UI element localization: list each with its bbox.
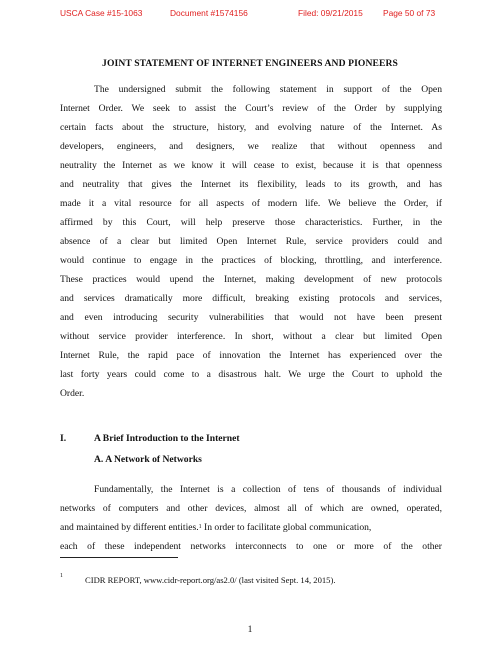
footnote-reference[interactable]: 1 xyxy=(198,524,202,530)
paragraph-line: The undersigned submit the following statement in support of the Open xyxy=(94,84,442,95)
line-text: and maintained by different entities. xyxy=(60,522,199,533)
footnote-number: 1 xyxy=(60,573,63,579)
paragraph-line: Fundamentally, the Internet is a collection of tens of thousands of individual xyxy=(94,484,442,495)
subsection-heading: A. A Network of Networks xyxy=(94,454,202,465)
section-heading: A Brief Introduction to the Internet xyxy=(94,433,240,444)
line-text: In order to facilitate global communication, xyxy=(201,522,372,533)
section-number: I. xyxy=(60,433,67,444)
footnote xyxy=(60,575,336,585)
paragraph-line: networks of computers and other devices, almost all of which are owned, operated, xyxy=(60,503,442,514)
paragraph-line: would continue to engage in the practices of blocking, throttling, and interference. xyxy=(60,255,442,266)
paragraph-line: Order. xyxy=(60,388,85,399)
filed-date: Filed: 09/21/2015 xyxy=(298,8,363,18)
page-count: Page 50 of 73 xyxy=(383,8,436,18)
paragraph-line: Internet Rule, the rapid pace of innovation the Internet has experienced over the xyxy=(60,350,442,361)
paragraph-line: These practices would upend the Internet, making development of new protocols xyxy=(60,274,442,285)
paragraph-line: and services dramatically more difficult, breaking existing protocols and services, xyxy=(60,293,442,304)
document-number: Document #1574156 xyxy=(170,8,248,18)
footnote-text: CIDR REPORT, www.cidr-report.org/as2.0/ (last visited Sept. 14, 2015). xyxy=(85,575,336,585)
paragraph-line: last forty years could come to a disastrous halt. We urge the Court to uphold the xyxy=(60,369,442,380)
paragraph-line: and neutrality that gives the Internet its flexibility, leads to its growth, and has xyxy=(60,179,442,190)
paragraph-line: affirmed by this Court, will help preserve those characteristics. Further, in the xyxy=(60,217,442,228)
paragraph-line: developers, engineers, and designers, we realize that without openness and xyxy=(60,141,442,152)
paragraph-line: and even introducing security vulnerabilities that would not have been present xyxy=(60,312,442,323)
paragraph-line: neutrality the Internet as we know it will cease to exist, because it is that openness xyxy=(60,160,442,171)
paragraph-line: made it a vital resource for all aspects of modern life. We believe the Order, if xyxy=(60,198,442,209)
case-number: USCA Case #15-1063 xyxy=(60,8,143,18)
footnote-divider xyxy=(60,557,178,558)
paragraph-line: Internet Order. We seek to assist the Court’s review of the Order by supplying xyxy=(60,103,442,114)
paragraph-line: each of these independent networks interconnects to one or more of the other xyxy=(60,541,442,552)
page-number: 1 xyxy=(247,624,253,635)
paragraph-line: without service provider interference. In short, without a clear but limited Open xyxy=(60,331,442,342)
paragraph-line: absence of a clear but limited Open Internet Rule, service providers could and xyxy=(60,236,442,247)
paragraph-line xyxy=(60,522,442,534)
paragraph-line: certain facts about the structure, history, and evolving nature of the Internet. As xyxy=(60,122,442,133)
document-title: JOINT STATEMENT OF INTERNET ENGINEERS AND PIONEERS xyxy=(102,58,398,69)
